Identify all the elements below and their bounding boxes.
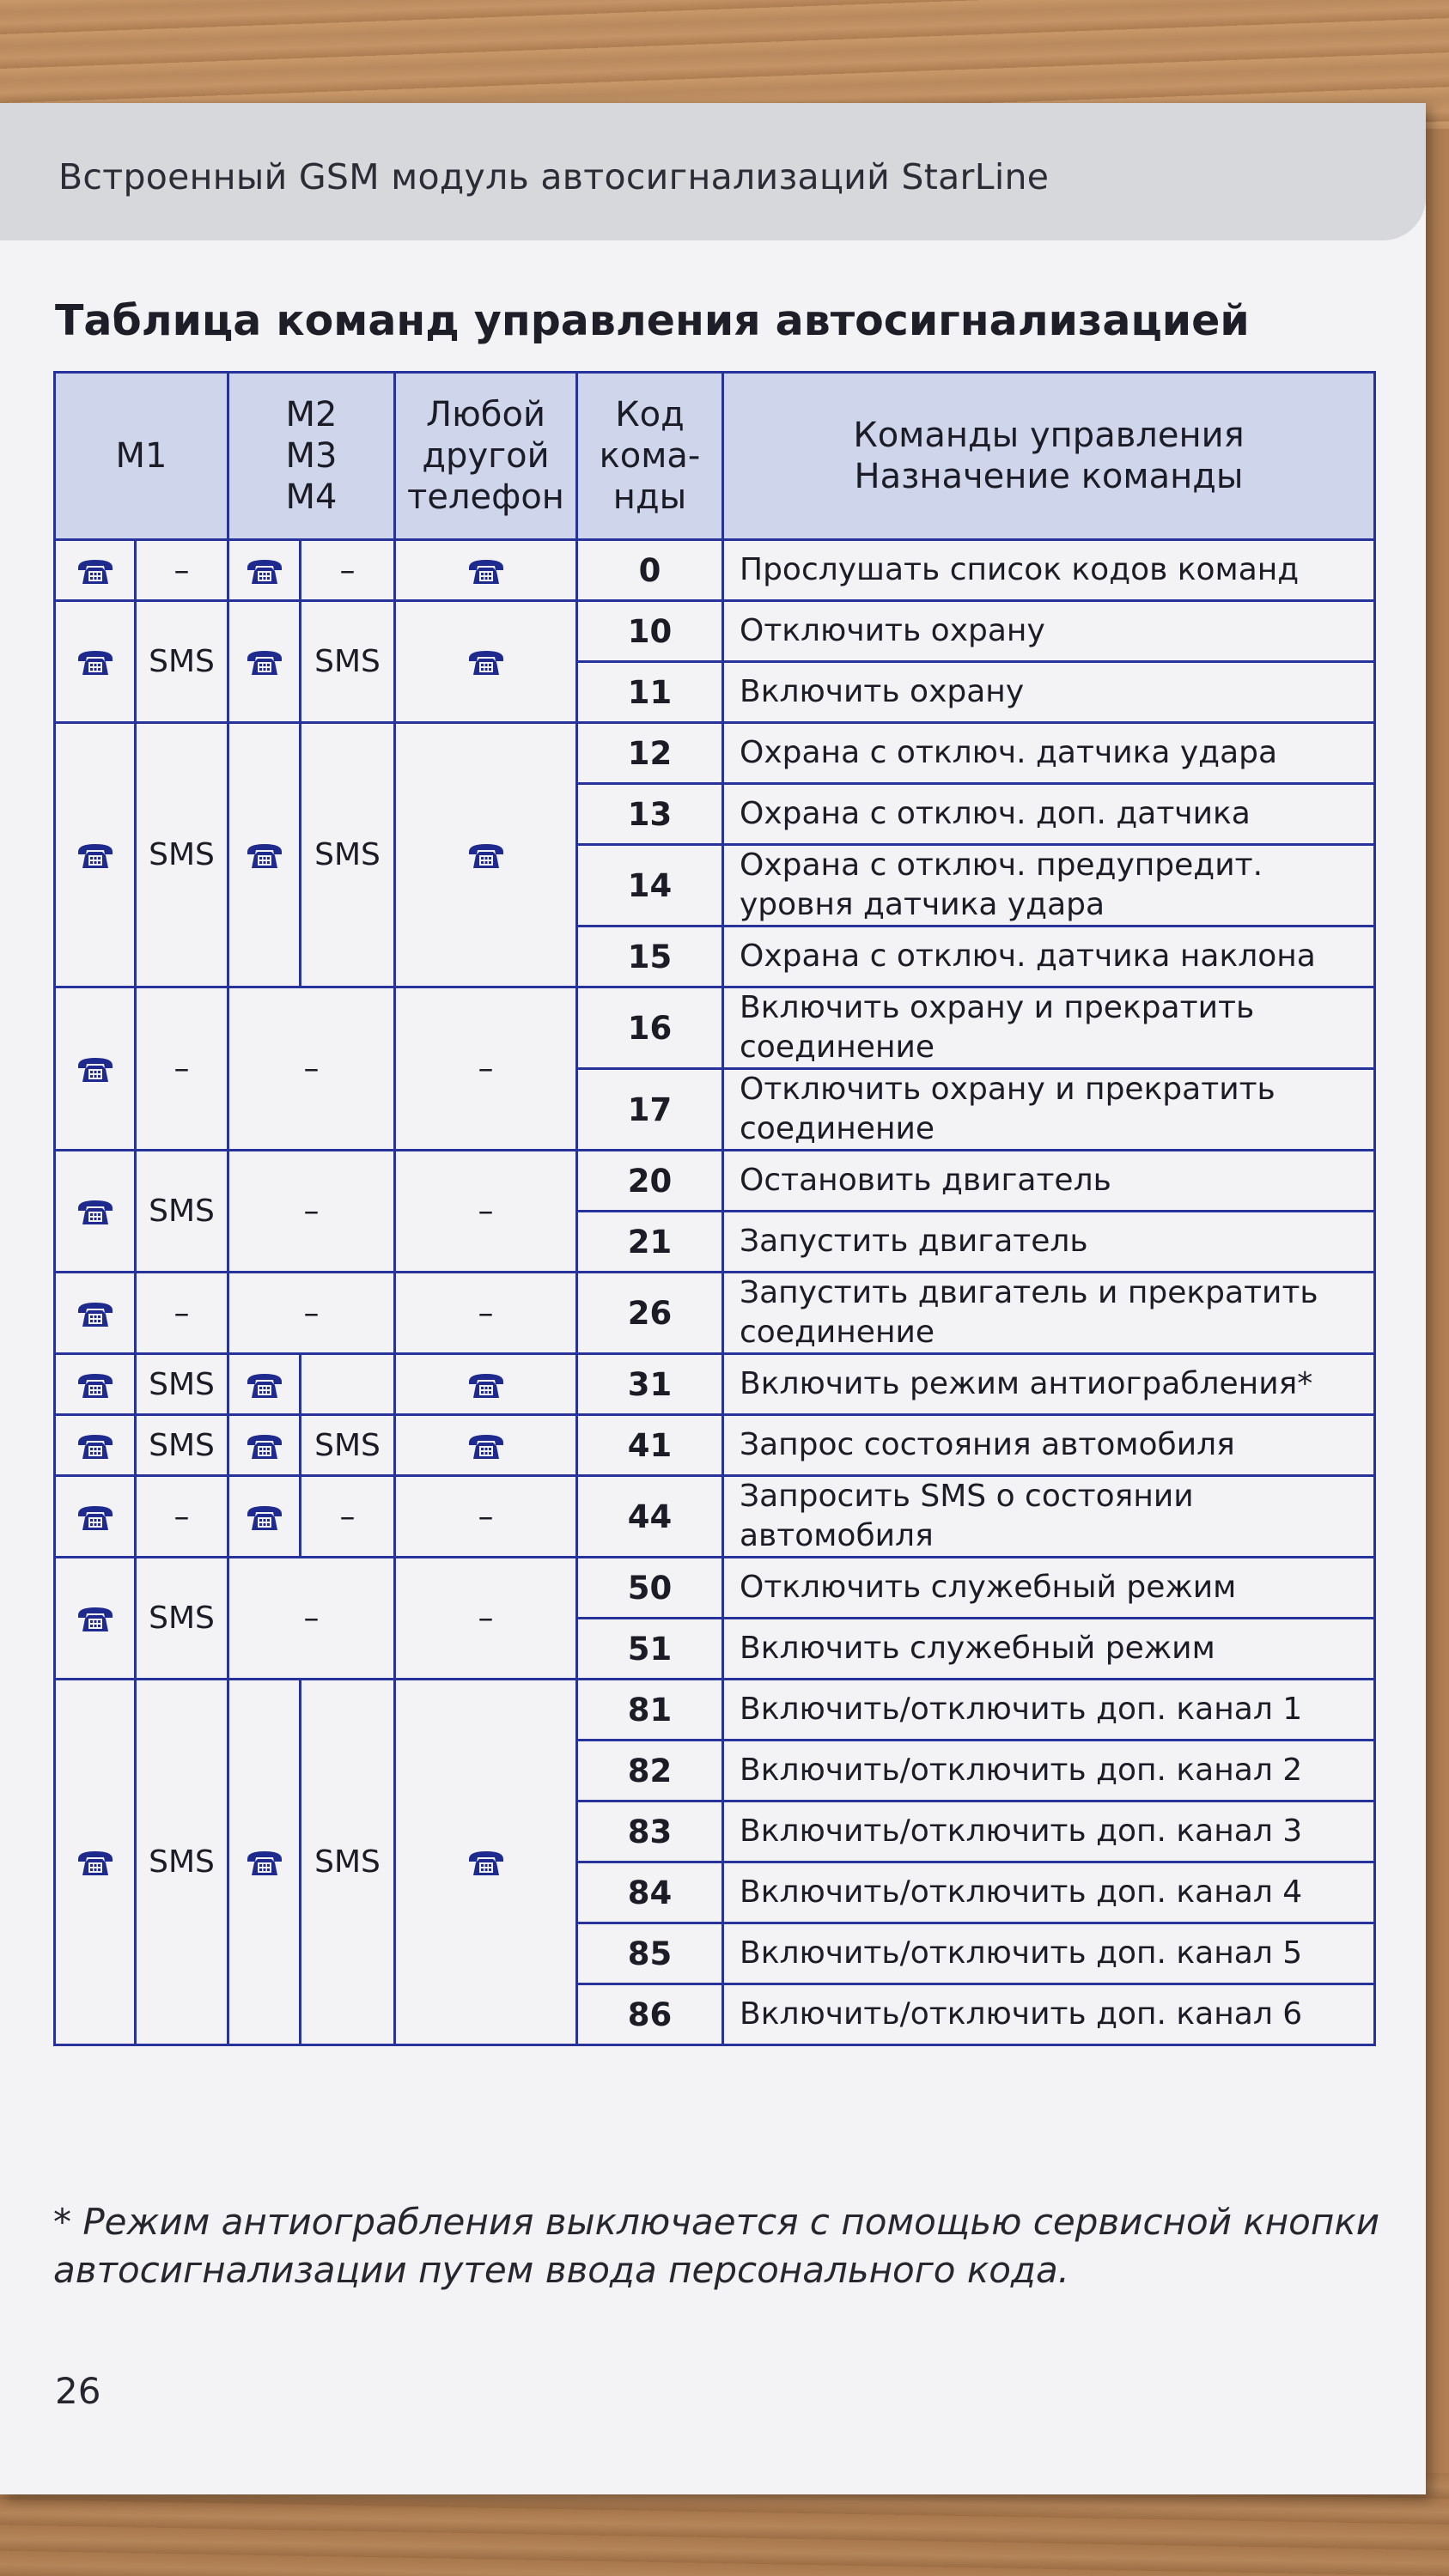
dash-mark: – <box>303 1194 320 1229</box>
m1-sms-cell <box>136 723 228 987</box>
command-code: 85 <box>577 1923 723 1984</box>
dash-mark: – <box>478 1498 494 1534</box>
m234-call-cell <box>228 723 301 987</box>
phone-icon <box>76 1054 115 1085</box>
sms-label: SMS <box>314 837 381 872</box>
command-description: Включить/отключить доп. канал 3 <box>723 1801 1375 1862</box>
m1-call-cell <box>55 723 136 987</box>
col-header-description: Команды управления Назначение команды <box>723 373 1375 540</box>
m234-merged-cell <box>228 987 395 1151</box>
command-code: 13 <box>577 784 723 845</box>
command-description: Включить служебный режим <box>723 1619 1375 1680</box>
phone-icon <box>76 647 115 678</box>
table-row <box>55 540 1375 601</box>
phone-icon <box>466 841 506 872</box>
phone-icon <box>245 556 284 587</box>
booklet-page <box>0 103 1426 2494</box>
phone-icon <box>245 841 284 872</box>
other-phone-cell <box>395 540 577 601</box>
command-description: Включить/отключить доп. канал 4 <box>723 1862 1375 1923</box>
phone-icon <box>76 1848 115 1879</box>
m1-call-cell <box>55 987 136 1151</box>
command-table-body <box>55 540 1375 2045</box>
table-row <box>55 1273 1375 1354</box>
phone-icon <box>76 556 115 587</box>
m1-call-cell <box>55 1558 136 1680</box>
phone-icon <box>76 1503 115 1534</box>
m1-sms-cell <box>136 1151 228 1273</box>
command-description: Включить охрану <box>723 662 1375 723</box>
command-code: 12 <box>577 723 723 784</box>
command-description: Запросить SMS о состоянии автомобиля <box>723 1476 1375 1558</box>
m1-sms-cell <box>136 540 228 601</box>
phone-icon <box>466 1370 506 1401</box>
m1-call-cell <box>55 1680 136 2045</box>
command-code: 20 <box>577 1151 723 1212</box>
m1-call-cell <box>55 601 136 723</box>
m1-call-cell <box>55 540 136 601</box>
phone-icon <box>76 1197 115 1228</box>
m1-call-cell <box>55 1354 136 1415</box>
command-description: Охрана с отключ. доп. датчика <box>723 784 1375 845</box>
m1-sms-cell <box>136 1354 228 1415</box>
phone-icon <box>245 1503 284 1534</box>
phone-icon <box>245 1370 284 1401</box>
phone-icon <box>76 1431 115 1462</box>
table-row <box>55 987 1375 1069</box>
m234-call-cell <box>228 1354 301 1415</box>
table-row <box>55 1680 1375 1741</box>
m234-call-cell <box>228 1680 301 2045</box>
command-code: 84 <box>577 1862 723 1923</box>
phone-icon <box>466 647 506 678</box>
command-code: 21 <box>577 1212 723 1273</box>
table-row <box>55 723 1375 784</box>
phone-icon <box>466 1431 506 1462</box>
command-code: 41 <box>577 1415 723 1476</box>
col-header-code: Код кома- нды <box>577 373 723 540</box>
command-description: Включить охрану и прекратить соединение <box>723 987 1375 1069</box>
phone-icon <box>76 1299 115 1330</box>
phone-icon <box>245 1431 284 1462</box>
sms-label: SMS <box>149 837 215 872</box>
table-row <box>55 1415 1375 1476</box>
m1-call-cell <box>55 1273 136 1354</box>
phone-icon <box>245 647 284 678</box>
other-phone-cell <box>395 723 577 987</box>
command-description: Отключить охрану и прекратить соединение <box>723 1069 1375 1151</box>
command-description: Отключить служебный режим <box>723 1558 1375 1619</box>
dash-mark: – <box>303 1601 320 1636</box>
command-code: 14 <box>577 845 723 927</box>
sms-label: SMS <box>149 1601 215 1636</box>
other-phone-cell <box>395 1680 577 2045</box>
col-header-other-phone: Любой другой телефон <box>395 373 577 540</box>
page-title: Таблица команд управления автосигнализацией <box>55 296 1250 345</box>
dash-mark: – <box>174 1295 190 1331</box>
dash-mark: – <box>478 1051 494 1086</box>
phone-icon <box>466 1848 506 1879</box>
m1-sms-cell <box>136 1415 228 1476</box>
dash-mark: – <box>478 1601 494 1636</box>
m1-call-cell <box>55 1476 136 1558</box>
m234-call-cell <box>228 540 301 601</box>
other-phone-cell <box>395 1558 577 1680</box>
table-row <box>55 1476 1375 1558</box>
command-table <box>53 371 1376 2046</box>
table-header-row <box>55 373 1375 540</box>
m234-sms-cell <box>301 1415 395 1476</box>
command-code: 17 <box>577 1069 723 1151</box>
command-description: Включить/отключить доп. канал 5 <box>723 1923 1375 1984</box>
dash-mark: – <box>478 1295 494 1331</box>
dash-mark: – <box>339 1498 356 1534</box>
sms-label: SMS <box>314 1844 381 1880</box>
command-description: Отключить охрану <box>723 601 1375 662</box>
dash-mark: – <box>303 1295 320 1331</box>
other-phone-cell <box>395 1354 577 1415</box>
dash-mark: – <box>339 552 356 588</box>
table-row <box>55 1354 1375 1415</box>
command-description: Запрос состояния автомобиля <box>723 1415 1375 1476</box>
m1-sms-cell <box>136 987 228 1151</box>
command-description: Охрана с отключ. предупредит. уровня датчика удара <box>723 845 1375 927</box>
command-code: 51 <box>577 1619 723 1680</box>
sms-label: SMS <box>149 1844 215 1880</box>
command-description: Включить/отключить доп. канал 6 <box>723 1984 1375 2045</box>
dash-mark: – <box>174 1498 190 1534</box>
command-code: 86 <box>577 1984 723 2045</box>
m1-call-cell <box>55 1151 136 1273</box>
dash-mark: – <box>303 1051 320 1086</box>
col-header-m1: М1 <box>55 373 228 540</box>
command-description: Остановить двигатель <box>723 1151 1375 1212</box>
m234-sms-cell <box>301 540 395 601</box>
command-description: Запустить двигатель и прекратить соединение <box>723 1273 1375 1354</box>
m234-merged-cell <box>228 1151 395 1273</box>
footnote: * Режим антиограбления выключается с помощью сервисной кнопки автосигнализации путем ввода персонального кода. <box>53 2201 1379 2291</box>
phone-icon <box>76 1370 115 1401</box>
col-header-m234: М2 М3 М4 <box>228 373 395 540</box>
sms-label: SMS <box>314 1427 381 1463</box>
command-code: 10 <box>577 601 723 662</box>
sms-label: SMS <box>149 1427 215 1463</box>
command-code: 16 <box>577 987 723 1069</box>
sms-label: SMS <box>149 1366 215 1402</box>
m234-merged-cell <box>228 1558 395 1680</box>
command-description: Включить/отключить доп. канал 1 <box>723 1680 1375 1741</box>
phone-icon <box>245 1848 284 1879</box>
command-code: 82 <box>577 1741 723 1801</box>
m234-merged-cell <box>228 1273 395 1354</box>
command-description: Охрана с отключ. датчика удара <box>723 723 1375 784</box>
other-phone-cell <box>395 601 577 723</box>
other-phone-cell <box>395 1415 577 1476</box>
command-description: Охрана с отключ. датчика наклона <box>723 927 1375 987</box>
m234-call-cell <box>228 1415 301 1476</box>
other-phone-cell <box>395 1273 577 1354</box>
command-description: Включить режим антиограбления* <box>723 1354 1375 1415</box>
sms-label: SMS <box>314 644 381 679</box>
m234-sms-cell <box>301 1476 395 1558</box>
dash-mark: – <box>478 1194 494 1229</box>
m234-call-cell <box>228 601 301 723</box>
dash-mark: – <box>174 1051 190 1086</box>
other-phone-cell <box>395 1151 577 1273</box>
page-number: 26 <box>55 2370 101 2412</box>
command-description: Включить/отключить доп. канал 2 <box>723 1741 1375 1801</box>
sms-label: SMS <box>149 1194 215 1229</box>
m1-sms-cell <box>136 1680 228 2045</box>
m1-call-cell <box>55 1415 136 1476</box>
m1-sms-cell <box>136 1476 228 1558</box>
command-code: 11 <box>577 662 723 723</box>
m234-call-cell <box>228 1476 301 1558</box>
m1-sms-cell <box>136 1273 228 1354</box>
table-row <box>55 1558 1375 1619</box>
dash-mark: – <box>174 552 190 588</box>
table-row <box>55 601 1375 662</box>
command-code: 31 <box>577 1354 723 1415</box>
command-code: 26 <box>577 1273 723 1354</box>
command-code: 15 <box>577 927 723 987</box>
other-phone-cell <box>395 1476 577 1558</box>
m234-sms-cell <box>301 723 395 987</box>
running-head: Встроенный GSM модуль автосигнализаций StarLine <box>58 156 1050 197</box>
command-code: 50 <box>577 1558 723 1619</box>
command-description: Запустить двигатель <box>723 1212 1375 1273</box>
command-description: Прослушать список кодов команд <box>723 540 1375 601</box>
other-phone-cell <box>395 987 577 1151</box>
m234-sms-cell <box>301 1680 395 2045</box>
command-code: 83 <box>577 1801 723 1862</box>
sms-label: SMS <box>149 644 215 679</box>
command-code: 0 <box>577 540 723 601</box>
table-row <box>55 1151 1375 1212</box>
command-code: 81 <box>577 1680 723 1741</box>
phone-icon <box>466 556 506 587</box>
phone-icon <box>76 1604 115 1635</box>
phone-icon <box>76 841 115 872</box>
m1-sms-cell <box>136 1558 228 1680</box>
m234-sms-cell <box>301 1354 395 1415</box>
m1-sms-cell <box>136 601 228 723</box>
m234-sms-cell <box>301 601 395 723</box>
command-code: 44 <box>577 1476 723 1558</box>
